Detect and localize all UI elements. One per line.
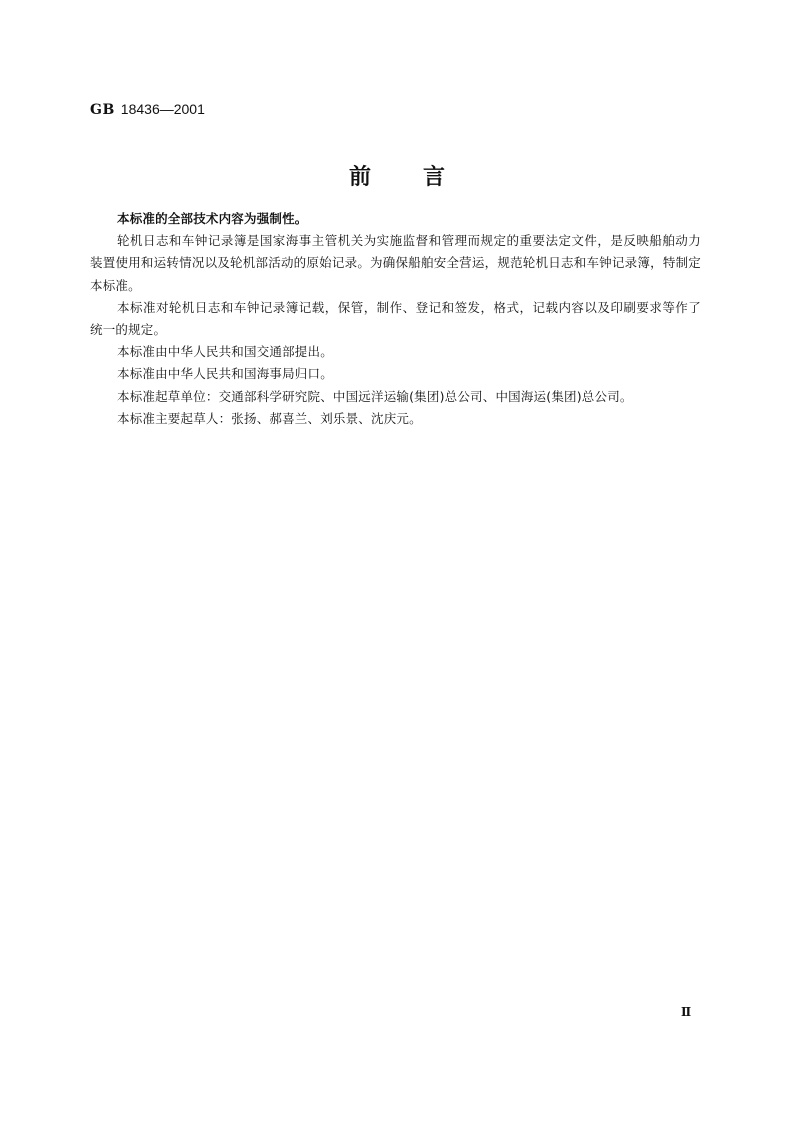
paragraph-mandatory-statement: 本标准的全部技术内容为强制性。 — [117, 211, 308, 226]
page-title — [0, 163, 794, 193]
foreword-body — [90, 208, 701, 430]
paragraph-drafting-units: 本标准起草单位：交通部科学研究院、中国远洋运输(集团)总公司、中国海运(集团)总公司。 — [117, 388, 633, 404]
standard-number: 18436—2001 — [120, 101, 205, 117]
title-char-2: 言 — [423, 165, 446, 190]
paragraph-drafters: 本标准主要起草人：张扬、郝喜兰、刘乐景、沈庆元。 — [117, 410, 422, 426]
page-number: Ⅱ — [681, 1005, 692, 1019]
paragraph-proposed-by: 本标准由中华人民共和国交通部提出。 — [117, 344, 333, 360]
standard-number-header — [90, 99, 205, 120]
title-char-1: 前 — [348, 165, 371, 190]
paragraph-centralized-by: 本标准由中华人民共和国海事局归口。 — [117, 366, 333, 382]
paragraph-purpose: 轮机日志和车钟记录簿是国家海事主管机关为实施监督和管理而规定的重要法定文件，是反映船舶动力装置使用和运转情况以及轮机部活动的原始记录。为确保船舶安全营运，规范轮机日志和车钟记录簿，特制定本标准。 — [90, 233, 701, 293]
standard-prefix: GB — [90, 102, 115, 118]
paragraph-scope: 本标准对轮机日志和车钟记录簿记载，保管，制作、登记和签发，格式，记载内容以及印刷要求等作了统一的规定。 — [90, 299, 701, 338]
